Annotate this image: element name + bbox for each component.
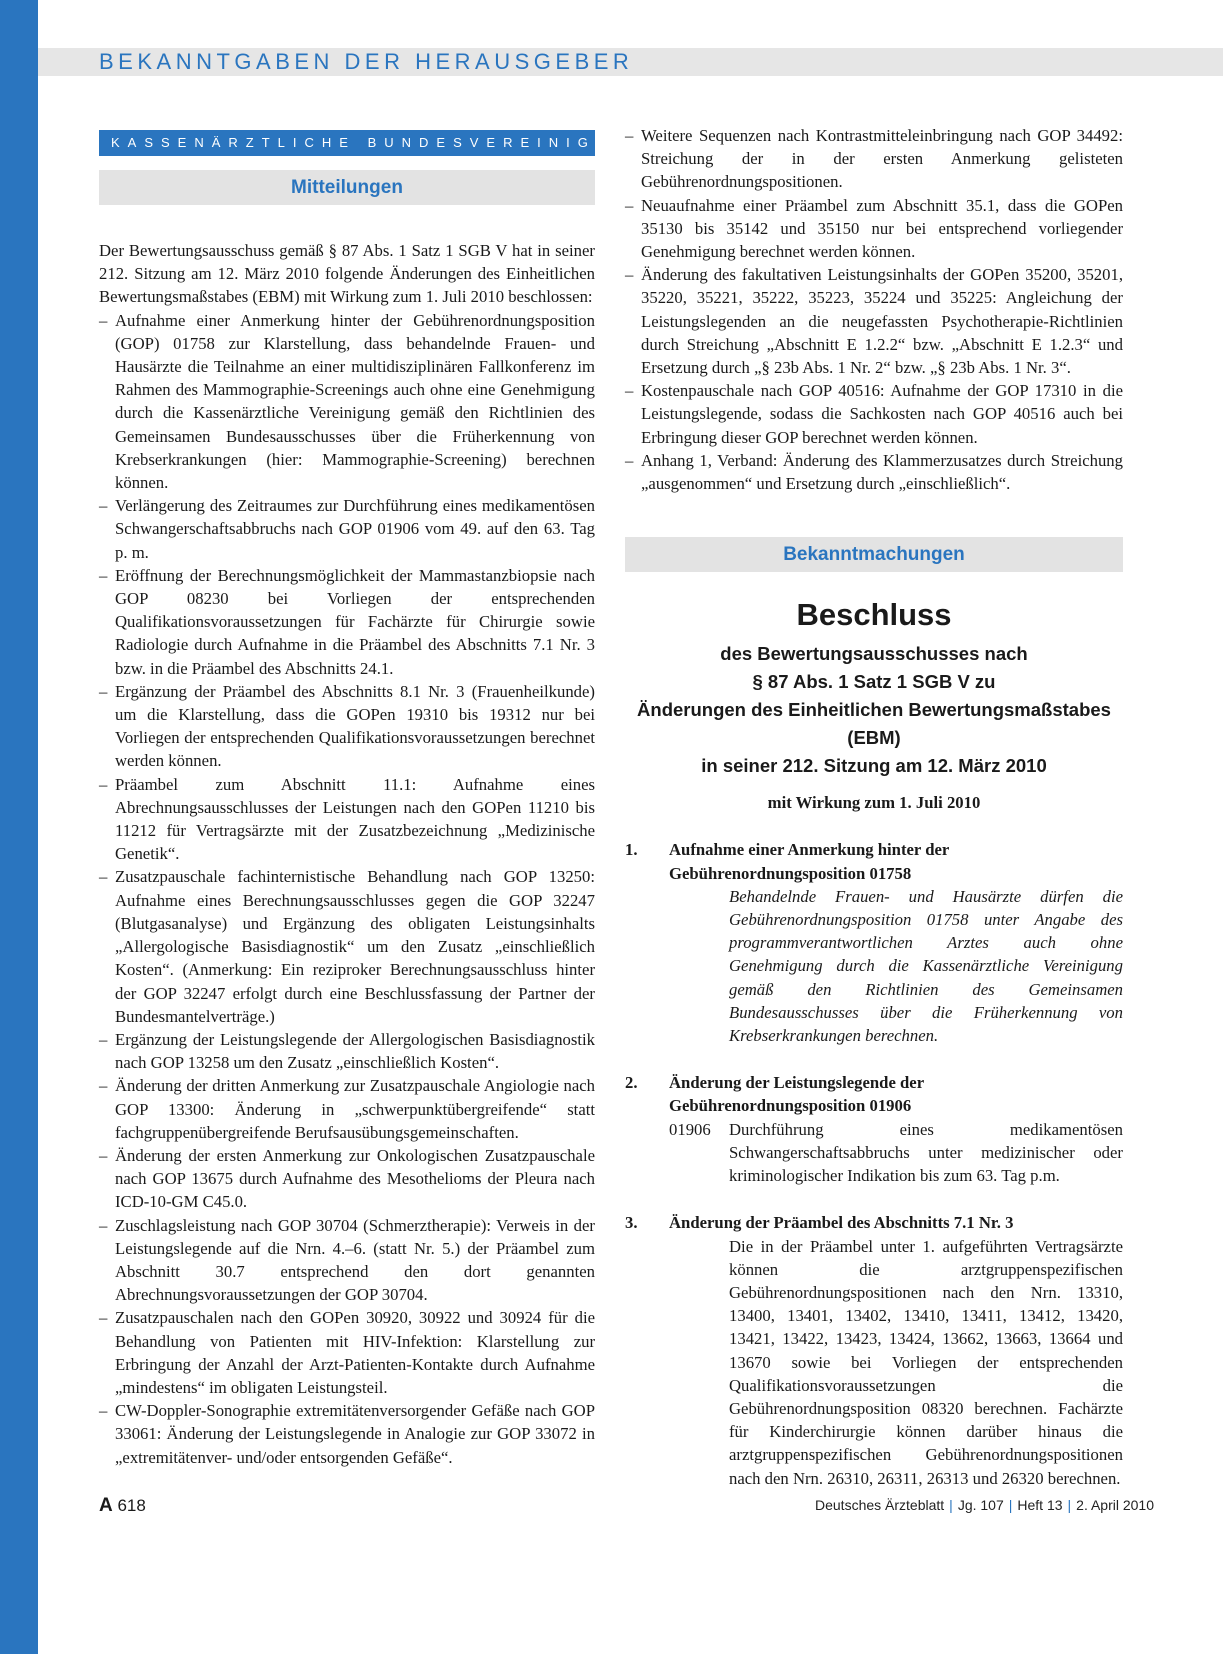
right-column	[625, 124, 1123, 1490]
footer-separator: |	[1067, 1497, 1072, 1513]
list-item: – Zuschlagsleistung nach GOP 30704 (Schmerztherapie): Verweis in der Leistungslegende auf die Nrn. 4.–6. (statt Nr. 5.) der Präambel zum Abschnitt 30.7 entsprechend den dort genannten Abrechnungsvoraussetzungen der GOP 30704.	[99, 1214, 595, 1307]
journal-name: Deutsches Ärzteblatt	[815, 1497, 945, 1513]
list-item: – CW-Doppler-Sonographie extremitätenversorgender Gefäße nach GOP 33061: Änderung der Leistungslegende in Analogie zur GOP 33072 in „extremitätenver- und/oder entsorgenden Gefäße“.	[99, 1399, 595, 1469]
item-number: 3.	[625, 1213, 638, 1233]
org-banner: KASSENÄRZTLICHE BUNDESVEREINIGUNG	[99, 130, 595, 156]
left-column	[99, 130, 649, 1469]
list-item: – Aufnahme einer Anmerkung hinter der Gebührenordnungsposition (GOP) 01758 zur Klarstellung, dass behandelnde Frauen- und Hausärzte die Teilnahme an einer multidisziplinären Fallkonferenz im Rahmen des Mammographie-Screenings auch ohne eine Genehmigung durch die Kassenärztliche Vereinigung gemäß den Richtlinien des Gemeinsamen Bundesausschusses über die Früherkennung von Krebserkrankungen (hier: Mammographie-Screening) berechnen können.	[99, 309, 595, 495]
list-item: – Zusatzpauschalen nach den GOPen 30920, 30922 und 30924 für die Behandlung von Patienten mit HIV-Infektion: Klarstellung zur Erbringung der Anzahl der Arzt-Patienten-Kontakte durch Aufnahme „mindestens“ im obligaten Leistungsteil.	[99, 1306, 595, 1399]
gop-code: 01906	[669, 1119, 711, 1139]
journal-footer	[815, 1497, 1155, 1513]
journal-issue: Heft 13	[1017, 1497, 1063, 1513]
list-item: – Kostenpauschale nach GOP 40516: Aufnahme der GOP 17310 in die Leistungslegende, sodass die Sachkosten nach GOP 40516 auch bei Erbringung dieser GOP berechnet werden können.	[625, 379, 1123, 449]
item-heading: Änderung der Präambel des Abschnitts 7.1 Nr. 3	[669, 1213, 1014, 1233]
subtitle-line: § 87 Abs. 1 Satz 1 SGB V zu	[752, 671, 996, 693]
item-body: Behandelnde Frauen- und Hausärzte dürfen die Gebührenordnungsposition 01758 unter Angabe des programmverantwortlichen Arztes auch ohne Genehmigung durch die Kassenärztliche Vereinigung gemäß den Richtlinien des Gemeinsamen Bundesausschusses über die Früherkennung von Krebserkrankungen berechnen.	[729, 886, 1123, 1046]
code-row	[669, 1118, 1123, 1188]
intro-paragraph: Der Bewertungsausschuss gemäß § 87 Abs. 1 Satz 1 SGB V hat in seiner 212. Sitzung am 12. März 2010 folgende Änderungen des Einheitlichen Bewertungsmaßstabes (EBM) mit Wirkung zum 1. Juli 2010 beschlossen:	[99, 241, 595, 307]
item-heading: Änderung der Leistungslegende der Gebührenordnungsposition 01906	[669, 1073, 924, 1116]
page-prefix: A	[99, 1495, 113, 1516]
section-header-title: BEKANNTGABEN DER HERAUSGEBER	[99, 49, 634, 74]
list-item: – Weitere Sequenzen nach Kontrastmitteleinbringung nach GOP 34492: Streichung der in der ersten Anmerkung gelisteten Gebührenordnungspositionen.	[625, 124, 1123, 194]
journal-volume: Jg. 107	[957, 1497, 1004, 1513]
list-item: – Verlängerung des Zeitraumes zur Durchführung eines medikamentösen Schwangerschaftsabbruchs nach GOP 01906 vom 49. auf den 63. Tag p. m.	[99, 494, 595, 564]
subtitle-line: in seiner 212. Sitzung am 12. März 2010	[701, 755, 1047, 777]
list-item: – Eröffnung der Berechnungsmöglichkeit der Mammastanzbiopsie nach GOP 08230 bei Vorliegen der entsprechenden Qualifikationsvoraussetzungen für Fachärzte für Chirurgie sowie Radiologie durch Aufnahme in die Präambel des Abschnitts 7.1 Nr. 3 bzw. in die Präambel des Abschnitts 24.1.	[99, 564, 595, 680]
numbered-item	[625, 1071, 1123, 1187]
list-item: – Änderung der dritten Anmerkung zur Zusatzpauschale Angiologie nach GOP 13300: Änderung in „schwerpunktübergreifende“ statt fachgruppenübergreifende Berufsausübungsgemeinschaften.	[99, 1074, 595, 1144]
list-item: – Anhang 1, Verband: Änderung des Klammerzusatzes durch Streichung „ausgenommen“ und Ersetzung durch „einschließlich“.	[625, 449, 1123, 495]
page-number-value: 618	[117, 1496, 146, 1515]
item-body: Durchführung eines medikamentösen Schwangerschaftsabbruchs unter medizinischer oder kriminologischer Indikation bis zum 63. Tag p.m.	[729, 1119, 1123, 1186]
subtitle-line: Änderungen des Einheitlichen Bewertungsmaßstabes (EBM)	[637, 699, 1111, 749]
mitteilungen-heading: Mitteilungen	[99, 170, 595, 205]
beschluss-subtitle	[625, 640, 1123, 780]
footer-separator: |	[949, 1497, 953, 1513]
list-item: – Zusatzpauschale fachinternistische Behandlung nach GOP 13250: Aufnahme eines Berechnungsausschlusses gegen die GOP 32247 (Blutgasanalyse) und Ergänzung des obligaten Leistungsinhalts „Allergologische Basisdiagnostik“ um den Zusatz „einschließlich Kosten“. (Anmerkung: Ein reziproker Berechnungsausschluss hinter der GOP 32247 erfolgt durch eine Beschlussfassung der Partner der Bundesmantelverträge.)	[99, 865, 595, 1027]
left-color-stripe	[0, 0, 38, 1654]
list-item: – Änderung des fakultativen Leistungsinhalts der GOPen 35200, 35201, 35220, 35221, 35222, 35223, 35224 und 35225: Angleichung der Leistungslegenden an die neugefassten Psychotherapie-Richtlinien durch Streichung „Abschnitt E 1.2.2“ bzw. „Abschnitt E 1.2.3“ und Ersetzung durch „§ 23b Abs. 1 Nr. 2“ bzw. „§ 23b Abs. 1 Nr. 3“.	[625, 263, 1123, 379]
subtitle-line: des Bewertungsausschusses nach	[720, 643, 1028, 665]
list-item: – Präambel zum Abschnitt 11.1: Aufnahme eines Abrechnungsausschlusses der Leistungen nach den GOPen 11210 bis 11212 für Vertragsärzte mit der Zusatzbezeichnung „Medizinische Genetik“.	[99, 773, 595, 866]
numbered-item	[625, 1211, 1123, 1489]
page-number	[99, 1495, 146, 1517]
change-list	[99, 309, 595, 1469]
beschluss-title: Beschluss	[796, 597, 952, 633]
item-number: 1.	[625, 840, 638, 860]
list-item: – Änderung der ersten Anmerkung zur Onkologischen Zusatzpauschale nach GOP 13675 durch Aufnahme des Mesothelioms der Pleura nach ICD-10-GM C45.0.	[99, 1144, 595, 1214]
list-item: – Neuaufnahme einer Präambel zum Abschnitt 35.1, dass die GOPen 35130 bis 35142 und 35150 nur bei entsprechend vorliegender Genehmigung berechnet werden können.	[625, 194, 1123, 264]
bekanntmachungen-heading: Bekanntmachungen	[625, 537, 1123, 572]
numbered-item	[625, 838, 1123, 1047]
journal-date: 2. April 2010	[1076, 1497, 1155, 1513]
list-item: – Ergänzung der Leistungslegende der Allergologischen Basisdiagnostik nach GOP 13258 um den Zusatz „einschließlich Kosten“.	[99, 1028, 595, 1074]
effective-date: mit Wirkung zum 1. Juli 2010	[767, 793, 981, 813]
item-body: Die in der Präambel unter 1. aufgeführten Vertragsärzte können die arztgruppenspezifischen Gebührenordnungspositionen nach den Nrn. 13310, 13400, 13401, 13402, 13410, 13411, 13412, 13420, 13421, 13422, 13423, 13424, 13662, 13663, 13664 und 13670 sowie bei Vorliegen der entsprechenden Qualifikationsvoraussetzungen die Gebührenordnungsposition 08320 berechnen. Fachärzte für Kinderchirurgie können darüber hinaus die arztgruppenspezifischen Gebührenordnungspositionen nach den Nrn. 26310, 26311, 26313 und 26320 berechnen.	[729, 1236, 1123, 1488]
change-list-continued	[625, 124, 1123, 495]
list-item: – Ergänzung der Präambel des Abschnitts 8.1 Nr. 3 (Frauenheilkunde) um die Klarstellung, dass die GOPen 19310 bis 19312 nur bei Vorliegen der entsprechenden Qualifikationsvoraussetzungen berechnet werden können.	[99, 680, 595, 773]
item-heading: Aufnahme einer Anmerkung hinter der Gebührenordnungsposition 01758	[669, 840, 949, 883]
item-number: 2.	[625, 1073, 638, 1093]
footer-separator: |	[1008, 1497, 1013, 1513]
